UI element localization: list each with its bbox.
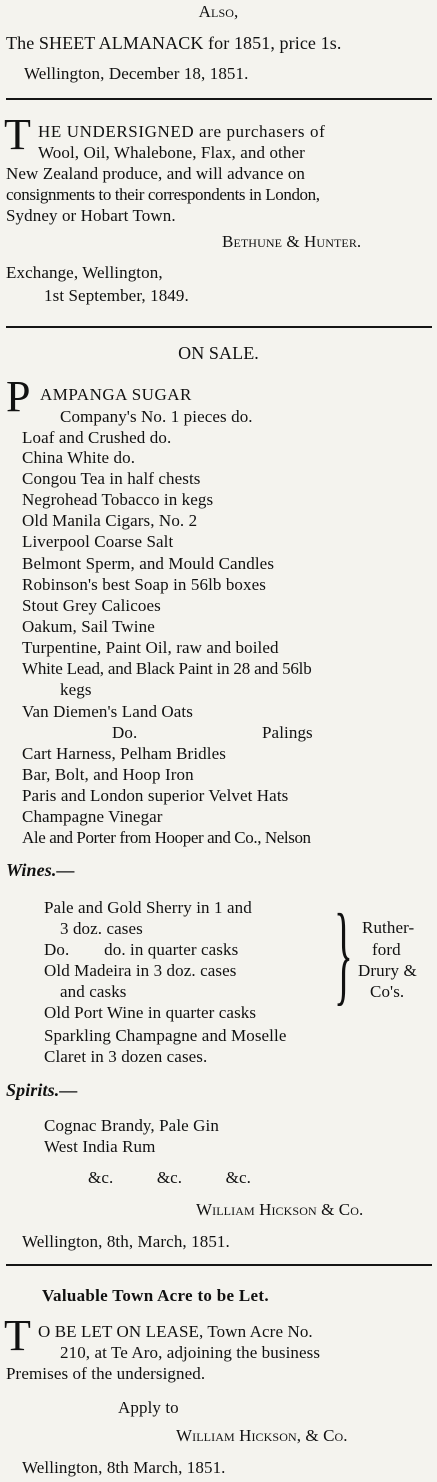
almanack-date: Wellington, December 18, 1851. [24, 64, 249, 83]
sale-item: Cart Harness, Pelham Bridles [22, 744, 226, 763]
spirit-item: &c. &c. &c. [88, 1168, 251, 1187]
wines-heading: Wines.— [6, 860, 75, 880]
wine-item: Sparkling Champagne and Moselle [44, 1026, 287, 1045]
undersigned-line-3: New Zealand produce, and will advance on [6, 164, 306, 183]
wine-item: Claret in 3 dozen cases. [44, 1047, 208, 1066]
divider [6, 98, 432, 100]
sale-item: Congou Tea in half chests [22, 469, 201, 488]
town-acre-date: Wellington, 8th March, 1851. [22, 1458, 226, 1477]
brace-note: Co's. [370, 982, 405, 1001]
spirit-item: West India Rum [44, 1137, 156, 1156]
right-brace: } [334, 892, 353, 1016]
on-sale-heading: ON SALE. [178, 343, 259, 363]
wine-item: Pale and Gold Sherry in 1 and [44, 898, 252, 917]
sale-item: Old Manila Cigars, No. 2 [22, 511, 198, 530]
wine-item: Old Madeira in 3 doz. cases [44, 961, 237, 980]
exchange-date: 1st September, 1849. [44, 286, 189, 305]
wine-item: Do. do. in quarter casks [44, 940, 239, 959]
undersigned-line-4: consignments to their correspondents in London, [6, 185, 320, 204]
almanack-line: The SHEET ALMANACK for 1851, price 1s. [6, 33, 342, 53]
sale-item: Turpentine, Paint Oil, raw and boiled [22, 638, 279, 657]
sale-item: Bar, Bolt, and Hoop Iron [22, 765, 194, 784]
town-acre-line-2: 210, at Te Aro, adjoining the business [60, 1343, 321, 1362]
sale-item: White Lead, and Black Paint in 28 and 56lb [22, 659, 312, 678]
sale-item: China White do. [22, 448, 136, 467]
dropcap-t: T [4, 110, 31, 159]
bethune-hunter-signature: Bethune & Hunter. [222, 232, 362, 251]
dropcap-t: T [4, 1311, 31, 1360]
brace-note: ford [372, 940, 401, 959]
wine-item: 3 doz. cases [60, 919, 143, 938]
sale-item: Paris and London superior Velvet Hats [22, 786, 289, 805]
sale-item: Loaf and Crushed do. [22, 428, 172, 447]
town-acre-line-3: Premises of the undersigned. [6, 1364, 206, 1383]
hickson-signature: William Hickson & Co. [196, 1200, 364, 1219]
undersigned-line-1: HE UNDERSIGNED are purchasers of [38, 122, 326, 141]
sale-item: Champagne Vinegar [22, 807, 163, 826]
exchange-address: Exchange, Wellington, [6, 263, 163, 282]
sale-item: Stout Grey Calicoes [22, 596, 161, 615]
brace-note: Ruther- [362, 918, 415, 937]
sale-item: Company's No. 1 pieces do. [60, 407, 253, 426]
sale-item: Liverpool Coarse Salt [22, 532, 174, 551]
sale-item: Negrohead Tobacco in kegs [22, 490, 214, 509]
hickson-signature-2: William Hickson, & Co. [176, 1426, 348, 1445]
sale-item: Do. [112, 723, 138, 742]
sale-item: kegs [60, 680, 92, 699]
sale-item: Palings [262, 723, 313, 742]
sale-item: Ale and Porter from Hooper and Co., Nelson [22, 828, 311, 847]
apply-to: Apply to [118, 1398, 179, 1417]
sale-item: Oakum, Sail Twine [22, 617, 155, 636]
dropcap-p: P [6, 372, 31, 421]
town-acre-line-1: O BE LET ON LEASE, Town Acre No. [38, 1322, 313, 1341]
sale-item: Van Diemen's Land Oats [22, 702, 193, 721]
on-sale-date: Wellington, 8th, March, 1851. [22, 1232, 230, 1251]
wine-item: and casks [60, 982, 127, 1001]
divider [6, 326, 432, 328]
sale-item: Belmont Sperm, and Mould Candles [22, 554, 275, 573]
spirit-item: Cognac Brandy, Pale Gin [44, 1116, 219, 1135]
sale-item: Robinson's best Soap in 56lb boxes [22, 575, 266, 594]
town-acre-heading: Valuable Town Acre to be Let. [42, 1286, 269, 1305]
also-heading: Also, [198, 2, 239, 21]
divider [6, 1264, 432, 1266]
undersigned-line-5: Sydney or Hobart Town. [6, 206, 176, 225]
sale-item-first: AMPANGA SUGAR [40, 385, 192, 404]
undersigned-line-2: Wool, Oil, Whalebone, Flax, and other [38, 143, 305, 162]
spirits-heading: Spirits.— [6, 1080, 78, 1100]
wine-item: Old Port Wine in quarter casks [44, 1003, 257, 1022]
brace-note: Drury & [358, 961, 417, 980]
